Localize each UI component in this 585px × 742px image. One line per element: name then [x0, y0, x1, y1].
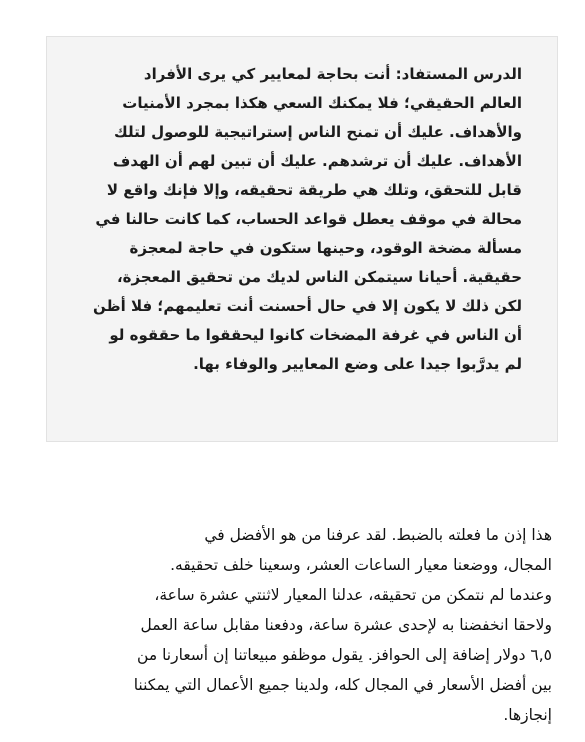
lesson-line: والأهداف. عليك أن تمنح الناس إستراتيجية للوصول لتلك: [114, 123, 522, 141]
lesson-line: أن الناس في غرفة المضخات كانوا ليحققوا ما حققوه لو: [109, 326, 522, 344]
body-line: ٦,٥ دولار إضافة إلى الحوافز. يقول موظفو مبيعاتنا إن أسعارنا من: [137, 646, 552, 664]
body-line: بين أفضل الأسعار في المجال كله، ولدينا جميع الأعمال التي يمكننا: [133, 676, 552, 694]
body-line: إنجازها.: [503, 706, 552, 724]
lesson-line: مسألة مضخة الوقود، وحينها ستكون في حاجة لمعجزة: [129, 239, 522, 257]
lesson-line: محالة في موقف يعطل قواعد الحساب، كما كانت حالنا في: [95, 210, 522, 228]
lesson-line: قابل للتحقق، وتلك هي طريقة تحقيقه، وإلا فإنك واقع لا: [106, 181, 522, 199]
body-line: وعندما لم نتمكن من تحقيقه، عدلنا المعيار لاثنتي عشرة ساعة،: [154, 586, 552, 604]
lesson-learned-paragraph: [78, 60, 522, 379]
lesson-line: لكن ذلك لا يكون إلا في حال أحسنت أنت تعليمهم؛ فلا أظن: [92, 297, 522, 315]
lesson-line: العالم الحقيقي؛ فلا يمكنك السعي هكذا بمجرد الأمنيات: [122, 94, 522, 112]
body-paragraph: [22, 520, 552, 730]
lesson-line: الأهداف. عليك أن ترشدهم. عليك أن تبين لهم أن الهدف: [112, 152, 522, 170]
body-line: المجال، ووضعنا معيار الساعات العشر، وسعينا خلف تحقيقه.: [170, 556, 552, 574]
lesson-line: حقيقية. أحيانا سيتمكن الناس لديك من تحقيق المعجزة،: [116, 268, 522, 286]
lesson-line: لم يدرَّبوا جيدا على وضع المعايير والوفاء بها.: [193, 355, 522, 373]
lesson-line: الدرس المستفاد: أنت بحاجة لمعايير كي يرى الأفراد: [143, 65, 522, 83]
body-line: هذا إذن ما فعلته بالضبط. لقد عرفنا من هو الأفضل في: [204, 526, 552, 544]
body-line: ولاحقا انخفضنا به لإحدى عشرة ساعة، ودفعنا مقابل ساعة العمل: [140, 616, 552, 634]
